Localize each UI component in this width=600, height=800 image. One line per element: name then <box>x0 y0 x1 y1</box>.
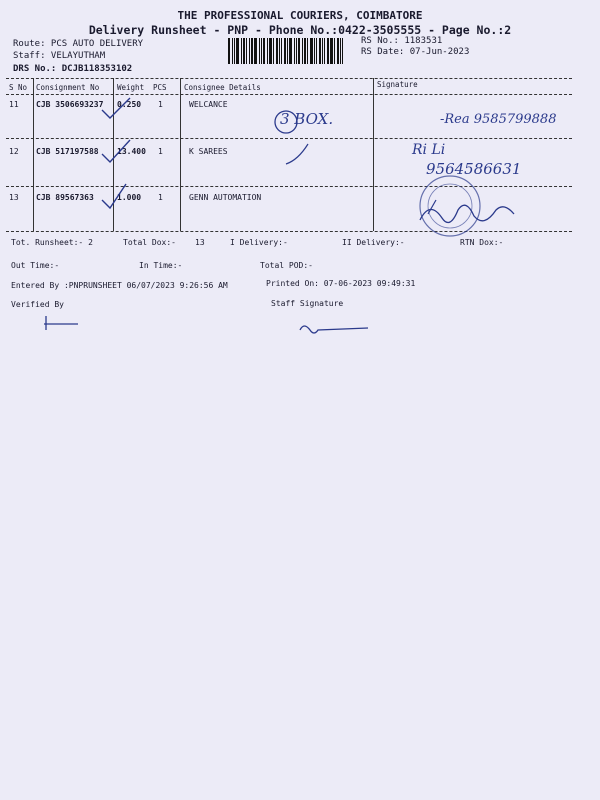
table-header-border <box>6 94 572 95</box>
barcode-bar <box>267 38 268 64</box>
barcode-bar <box>334 38 335 64</box>
tick-marks <box>100 96 140 226</box>
barcode-bar <box>246 38 247 64</box>
barcode-bar <box>342 38 343 64</box>
row-consignee: K SAREES <box>189 147 228 156</box>
barcode-bar <box>276 38 278 64</box>
table-top-border <box>6 78 572 79</box>
barcode-bar <box>307 38 308 64</box>
barcode-bar <box>304 38 306 64</box>
barcode-bar <box>327 38 329 64</box>
rs-number: RS No.: 1183531 <box>361 36 443 46</box>
barcode <box>228 38 353 64</box>
row-consignee: WELCANCE <box>189 100 228 109</box>
company-name: THE PROFESSIONAL COURIERS, COIMBATORE <box>177 9 423 22</box>
signature-stroke <box>284 142 314 168</box>
route-label: Route: PCS AUTO DELIVERY <box>13 39 144 49</box>
col-header-signature: Signature <box>377 80 418 89</box>
barcode-bar <box>259 38 260 64</box>
barcode-bar <box>319 38 321 64</box>
col-header-weight: Weight <box>117 83 145 92</box>
in-time: In Time:- <box>139 261 183 270</box>
barcode-bar <box>340 38 341 64</box>
barcode-bar <box>337 38 339 64</box>
i-delivery: I Delivery:- <box>230 238 288 247</box>
row-pcs: 1 <box>158 147 163 156</box>
row-consignee: GENN AUTOMATION <box>189 193 262 202</box>
barcode-bar <box>287 38 288 64</box>
barcode-bar <box>243 38 245 64</box>
barcode-bar <box>261 38 262 64</box>
row-weight: 1.000 <box>117 193 142 202</box>
total-dox-value: 13 <box>195 238 205 247</box>
barcode-bar <box>298 38 300 64</box>
row-consignment: CJB 89567363 <box>36 193 94 202</box>
verified-signature <box>42 314 82 334</box>
staff-signature-label: Staff Signature <box>271 299 344 308</box>
box-note: 3 BOX. <box>280 110 334 128</box>
barcode-bar <box>254 38 257 64</box>
barcode-bar <box>310 38 313 64</box>
signature-phone-2: 9564586631 <box>426 160 522 178</box>
barcode-bar <box>236 38 239 64</box>
row-divider <box>6 138 572 139</box>
rtn-dox: RTN Dox:- <box>460 238 504 247</box>
row-weight: 0.250 <box>117 100 142 109</box>
col-header-consignee: Consignee Details <box>184 83 261 92</box>
column-divider <box>180 78 181 231</box>
row-sno: 12 <box>9 147 19 156</box>
column-divider <box>33 78 34 231</box>
rs-date: RS Date: 07-Jun-2023 <box>361 47 470 57</box>
staff-label: Staff: VELAYUTHAM <box>13 51 106 61</box>
barcode-bar <box>322 38 323 64</box>
barcode-bar <box>273 38 274 64</box>
row-consignment: CJB 3506693237 <box>36 100 104 109</box>
barcode-bar <box>324 38 325 64</box>
barcode-bar <box>316 38 317 64</box>
out-time: Out Time:- <box>11 261 60 270</box>
barcode-bar <box>228 38 230 64</box>
barcode-bar <box>281 38 282 64</box>
total-dox-label: Total Dox:- <box>123 238 176 247</box>
row-pcs: 1 <box>158 193 163 202</box>
barcode-bar <box>249 38 250 64</box>
barcode-bar <box>279 38 280 64</box>
staff-signature <box>296 320 376 340</box>
barcode-bar <box>263 38 265 64</box>
row-sno: 13 <box>9 193 19 202</box>
company-stamp-icon <box>410 170 520 240</box>
barcode-bar <box>294 38 295 64</box>
entered-by: Entered By :PNPRUNSHEET 06/07/2023 9:26:56 AM <box>11 281 228 290</box>
barcode-bar <box>330 38 333 64</box>
printed-on: Printed On: 07-06-2023 09:49:31 <box>266 279 416 288</box>
col-header-consignment: Consignment No <box>36 83 100 92</box>
signature-phone-1: -Rea 9585799888 <box>440 112 557 127</box>
runsheet-title: Delivery Runsheet - PNP - Phone No.:0422-3505555 - Page No.:2 <box>88 23 512 37</box>
barcode-bar <box>289 38 292 64</box>
row-pcs: 1 <box>158 100 163 109</box>
total-runsheet: Tot. Runsheet:- 2 <box>11 238 93 247</box>
barcode-bar <box>232 38 233 64</box>
signature-name-2: Ri Li <box>412 142 446 158</box>
col-header-pcs: PCS <box>153 83 167 92</box>
row-consignment: CJB 517197588 <box>36 147 99 156</box>
barcode-bar <box>234 38 235 64</box>
col-header-sno: S No <box>9 83 28 92</box>
barcode-bar <box>296 38 297 64</box>
row-weight: 13.400 <box>117 147 146 156</box>
barcode-bar <box>241 38 242 64</box>
barcode-bar <box>314 38 315 64</box>
total-pod: Total POD:- <box>260 261 313 270</box>
barcode-bar <box>251 38 253 64</box>
verified-by-label: Verified By <box>11 300 64 309</box>
column-divider <box>373 78 374 231</box>
ii-delivery: II Delivery:- <box>342 238 405 247</box>
barcode-bar <box>302 38 303 64</box>
drs-number: DRS No.: DCJB118353102 <box>13 64 133 74</box>
row-sno: 11 <box>9 100 19 109</box>
barcode-bar <box>284 38 286 64</box>
barcode-bar <box>269 38 272 64</box>
